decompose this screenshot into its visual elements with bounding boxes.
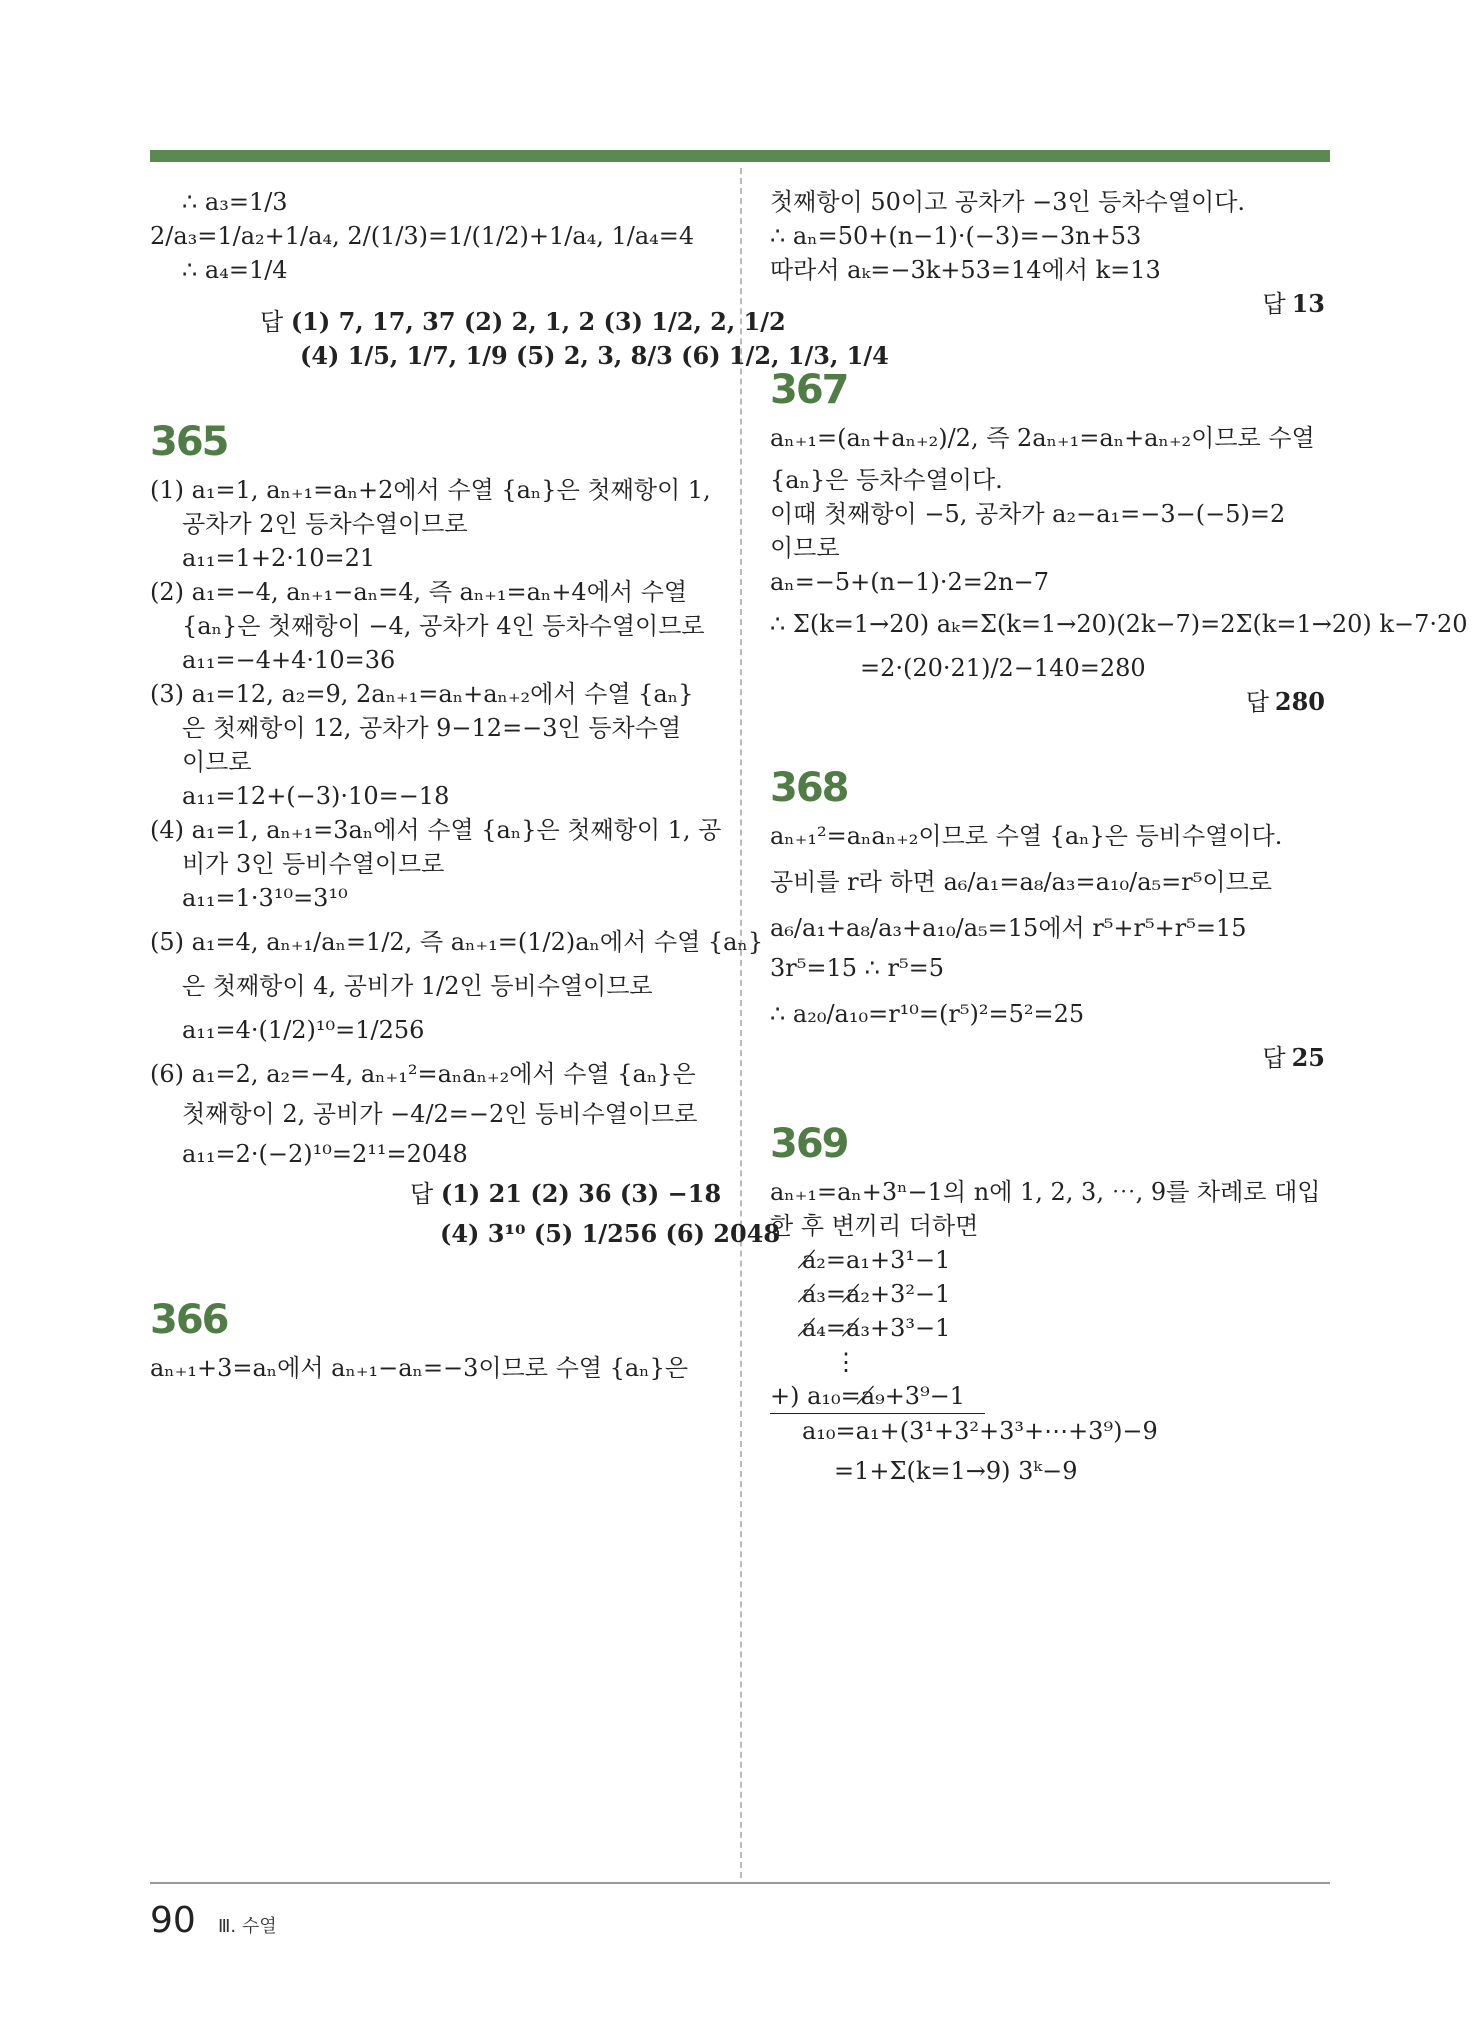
answer-365-line1: 답 (1) 21 (2) 36 (3) −18 [410, 1179, 722, 1208]
section-title: Ⅲ. 수열 [218, 1916, 277, 1937]
math-line: aₙ=−5+(n−1)·2=2n−7 [770, 568, 1049, 596]
answer-label: 답 [260, 308, 284, 336]
math-line: (6) a₁=2, a₂=−4, aₙ₊₁²=aₙaₙ₊₂에서 수열 {aₙ}은 [150, 1060, 696, 1088]
math-line: ∴ a₄=1/4 [182, 256, 288, 284]
math-line: a₆/a₁+a₈/a₃+a₁₀/a₅=15에서 r⁵+r⁵+r⁵=15 [770, 914, 1247, 942]
math-line: =2·(20·21)/2−140=280 [860, 654, 1146, 682]
math-line: 첫째항이 2, 공비가 −4/2=−2인 등비수열이므로 [182, 1100, 698, 1128]
footer-rule [150, 1882, 1330, 1884]
answer-label: 답 [1262, 290, 1286, 318]
math-line: a̸₄=a̸₃+3³−1 [802, 1314, 951, 1342]
math-line: 비가 3인 등비수열이므로 [182, 850, 445, 878]
right-column [770, 185, 1468, 1488]
math-line: a₁₁=1·3¹⁰=3¹⁰ [182, 884, 348, 912]
answer-364-line2: (4) 1/5, 1/7, 1/9 (5) 2, 3, 8/3 (6) 1/2, 1/3, 1/4 [300, 341, 889, 370]
answer-label: 답 [1245, 688, 1269, 716]
math-line: aₙ₊₁+3=aₙ에서 aₙ₊₁−aₙ=−3이므로 수열 {aₙ}은 [150, 1354, 689, 1382]
math-line: a̸₃=a̸₂+3²−1 [802, 1280, 951, 1308]
problem-number-367: 367 [770, 367, 848, 413]
math-line: ∴ Σ(k=1→20) aₖ=Σ(k=1→20)(2k−7)=2Σ(k=1→20) k−7·20 [770, 610, 1468, 638]
math-line: a₁₁=2·(−2)¹⁰=2¹¹=2048 [182, 1140, 468, 1168]
math-line: a₁₁=−4+4·10=36 [182, 646, 396, 674]
answer-label: 답 [1262, 1044, 1286, 1072]
math-line: aₙ₊₁=(aₙ+aₙ₊₂)/2, 즉 2aₙ₊₁=aₙ+aₙ₊₂이므로 수열 [770, 424, 1315, 452]
math-line: aₙ₊₁=aₙ+3ⁿ−1의 n에 1, 2, 3, ⋯, 9를 차례로 대입 [770, 1178, 1321, 1206]
math-line: a₁₀=a₁+(3¹+3²+3³+⋯+3⁹)−9 [802, 1417, 1158, 1445]
math-line: ∴ aₙ=50+(n−1)·(−3)=−3n+53 [770, 222, 1142, 250]
math-line: 은 첫째항이 4, 공비가 1/2인 등비수열이므로 [182, 972, 653, 1000]
math-line: (3) a₁=12, a₂=9, 2aₙ₊₁=aₙ+aₙ₊₂에서 수열 {aₙ} [150, 680, 694, 708]
answer-368: 답 25 [1262, 1043, 1325, 1072]
math-line: 이므로 [770, 534, 840, 562]
answer-367: 답 280 [1245, 687, 1325, 716]
problem-number-369: 369 [770, 1121, 848, 1167]
math-line: ⋮ [834, 1348, 858, 1376]
math-line: (1) a₁=1, aₙ₊₁=aₙ+2에서 수열 {aₙ}은 첫째항이 1, [150, 476, 711, 504]
problem-number-368: 368 [770, 765, 848, 811]
math-line: 한 후 변끼리 더하면 [770, 1212, 979, 1240]
math-line: 따라서 aₖ=−3k+53=14에서 k=13 [770, 256, 1161, 284]
math-line: (4) a₁=1, aₙ₊₁=3aₙ에서 수열 {aₙ}은 첫째항이 1, 공 [150, 816, 722, 844]
header-bar [150, 150, 1330, 162]
math-line: =1+Σ(k=1→9) 3ᵏ−9 [834, 1457, 1078, 1485]
math-line: a₁₁=4·(1/2)¹⁰=1/256 [182, 1016, 425, 1044]
math-line: 공비를 r라 하면 a₆/a₁=a₈/a₃=a₁₀/a₅=r⁵이므로 [770, 868, 1272, 896]
math-line: 은 첫째항이 12, 공차가 9−12=−3인 등차수열 [182, 714, 682, 742]
math-line: {aₙ}은 첫째항이 −4, 공차가 4인 등차수열이므로 [182, 612, 705, 640]
answer-365-line2: (4) 3¹⁰ (5) 1/256 (6) 2048 [440, 1219, 781, 1248]
answer-364-line1: 답 (1) 7, 17, 37 (2) 2, 1, 2 (3) 1/2, 2, 1/2 [260, 307, 786, 336]
math-line: a₁₁=1+2·10=21 [182, 544, 376, 572]
math-line: 첫째항이 50이고 공차가 −3인 등차수열이다. [770, 188, 1246, 216]
math-line: 2/a₃=1/a₂+1/a₄, 2/(1/3)=1/(1/2)+1/a₄, 1/a₄=4 [150, 222, 695, 250]
math-line: 이므로 [182, 748, 252, 776]
page-number: 90 [150, 1900, 196, 1941]
problem-number-366: 366 [150, 1297, 228, 1343]
math-line: (5) a₁=4, aₙ₊₁/aₙ=1/2, 즉 aₙ₊₁=(1/2)aₙ에서 수열 {aₙ} [150, 928, 764, 956]
column-divider [740, 168, 742, 1878]
answer-366: 답 13 [1262, 289, 1325, 318]
math-line: (2) a₁=−4, aₙ₊₁−aₙ=4, 즉 aₙ₊₁=aₙ+4에서 수열 [150, 578, 688, 606]
problem-number-365: 365 [150, 419, 228, 465]
answer-label: 답 [410, 1180, 434, 1208]
math-line: ∴ a₂₀/a₁₀=r¹⁰=(r⁵)²=5²=25 [770, 1000, 1085, 1028]
math-line: {aₙ}은 등차수열이다. [770, 466, 1003, 494]
math-line: ∴ a₃=1/3 [182, 188, 288, 216]
math-line: 공차가 2인 등차수열이므로 [182, 510, 468, 538]
math-line: a̸₂=a₁+3¹−1 [802, 1246, 951, 1274]
math-line: aₙ₊₁²=aₙaₙ₊₂이므로 수열 {aₙ}은 등비수열이다. [770, 822, 1283, 850]
math-line: +) a₁₀=a̸₉+3⁹−1 [770, 1379, 1325, 1414]
math-line: 3r⁵=15 ∴ r⁵=5 [770, 954, 945, 982]
math-line: 이때 첫째항이 −5, 공차가 a₂−a₁=−3−(−5)=2 [770, 500, 1286, 528]
math-line: a₁₁=12+(−3)·10=−18 [182, 782, 450, 810]
